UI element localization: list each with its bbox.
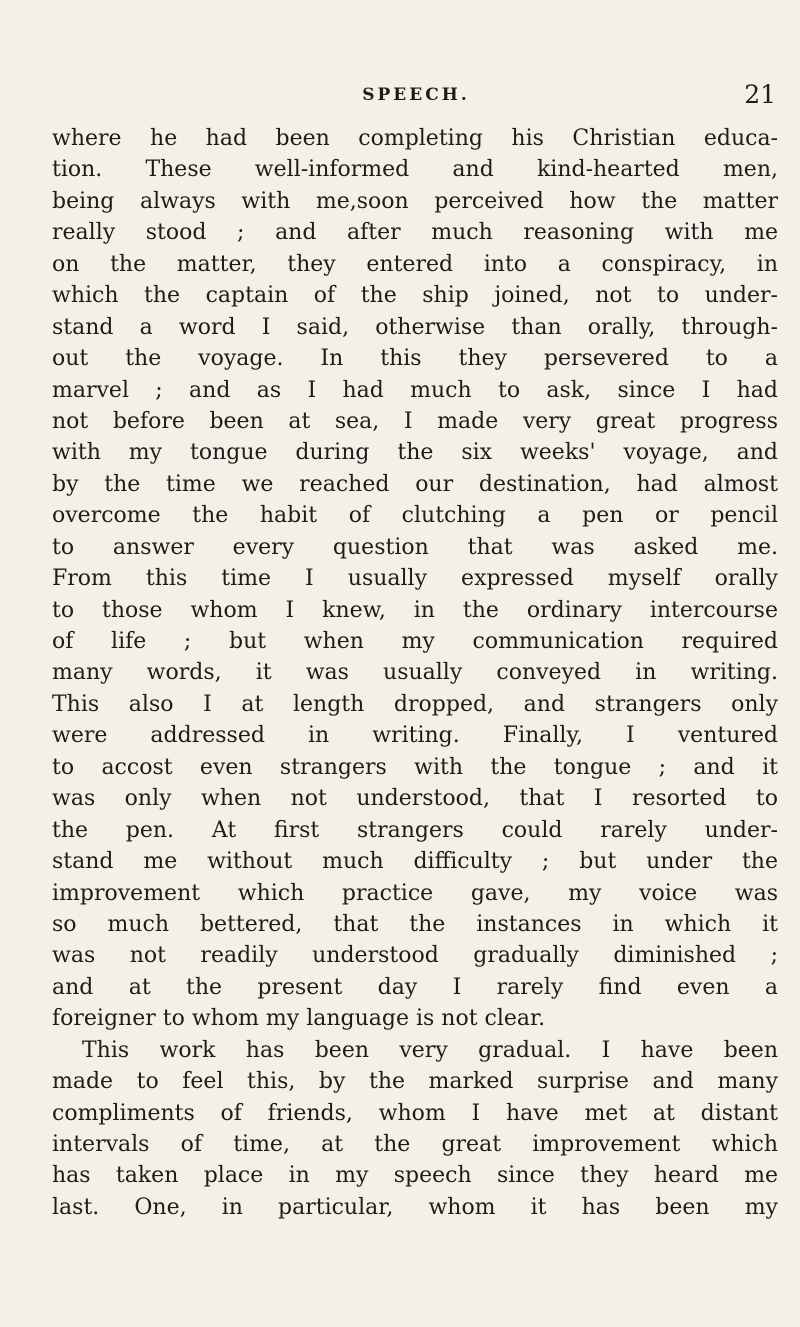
text-line: were addressed in writing. Finally, I ventured	[52, 723, 778, 749]
text-line: stand me without much difficulty ; but under the	[52, 849, 778, 875]
text-line: foreigner to whom my language is not clear.	[52, 1006, 546, 1032]
text-line: improvement which practice gave, my voice was	[52, 880, 778, 906]
text-line: and at the present day I rarely find even a	[52, 974, 778, 1000]
text-line: marvel ; and as I had much to ask, since I had	[52, 377, 778, 403]
text-line: the pen. At first strangers could rarely under-	[52, 817, 778, 843]
text-line: was only when not understood, that I resorted to	[52, 786, 778, 812]
text-line: really stood ; and after much reasoning with me	[52, 220, 778, 246]
text-line: intervals of time, at the great improvement which	[52, 1132, 778, 1157]
running-title: SPEECH.	[362, 85, 470, 105]
text-line: to accost even strangers with the tongue ; and it	[52, 754, 778, 780]
text-line: of life ; but when my communication required	[52, 629, 778, 654]
text-line: This work has been very gradual. I have been	[82, 1037, 778, 1063]
text-line: This also I at length dropped, and strangers only	[52, 691, 778, 717]
text-line: not before been at sea, I made very great progress	[52, 408, 778, 434]
text-line: to answer every question that was asked me.	[52, 534, 778, 560]
text-line: has taken place in my speech since they heard me	[52, 1163, 778, 1189]
text-line: last. One, in particular, whom it has been my	[52, 1194, 778, 1220]
text-line: so much bettered, that the instances in which it	[52, 911, 778, 937]
text-line: compliments of friends, whom I have met at distant	[52, 1100, 778, 1126]
text-line: many words, it was usually conveyed in writing.	[52, 660, 778, 686]
text-line: to those whom I knew, in the ordinary intercourse	[52, 597, 778, 623]
text-line: being always with me,soon perceived how the matter	[52, 188, 778, 214]
text-line: stand a word I said, otherwise than orally, through-	[52, 314, 778, 340]
text-line: tion. These well-informed and kind-hearted men,	[52, 157, 778, 183]
text-line: overcome the habit of clutching a pen or pencil	[52, 503, 778, 529]
body-text	[52, 123, 778, 1223]
text-line: which the captain of the ship joined, not to under-	[52, 283, 778, 309]
text-line: From this time I usually expressed myself orally	[52, 566, 778, 592]
running-head	[52, 80, 780, 110]
text-line: was not readily understood gradually diminished ;	[52, 943, 778, 969]
page-number: 21	[744, 80, 776, 109]
text-line: made to feel this, by the marked surprise and many	[52, 1069, 778, 1095]
text-line: out the voyage. In this they persevered to a	[52, 346, 778, 372]
text-line: where he had been completing his Christian educa-	[52, 126, 778, 151]
text-line: on the matter, they entered into a conspiracy, in	[52, 251, 778, 277]
text-line: with my tongue during the six weeks' voyage, and	[52, 440, 778, 466]
text-line: by the time we reached our destination, had almost	[52, 471, 778, 497]
